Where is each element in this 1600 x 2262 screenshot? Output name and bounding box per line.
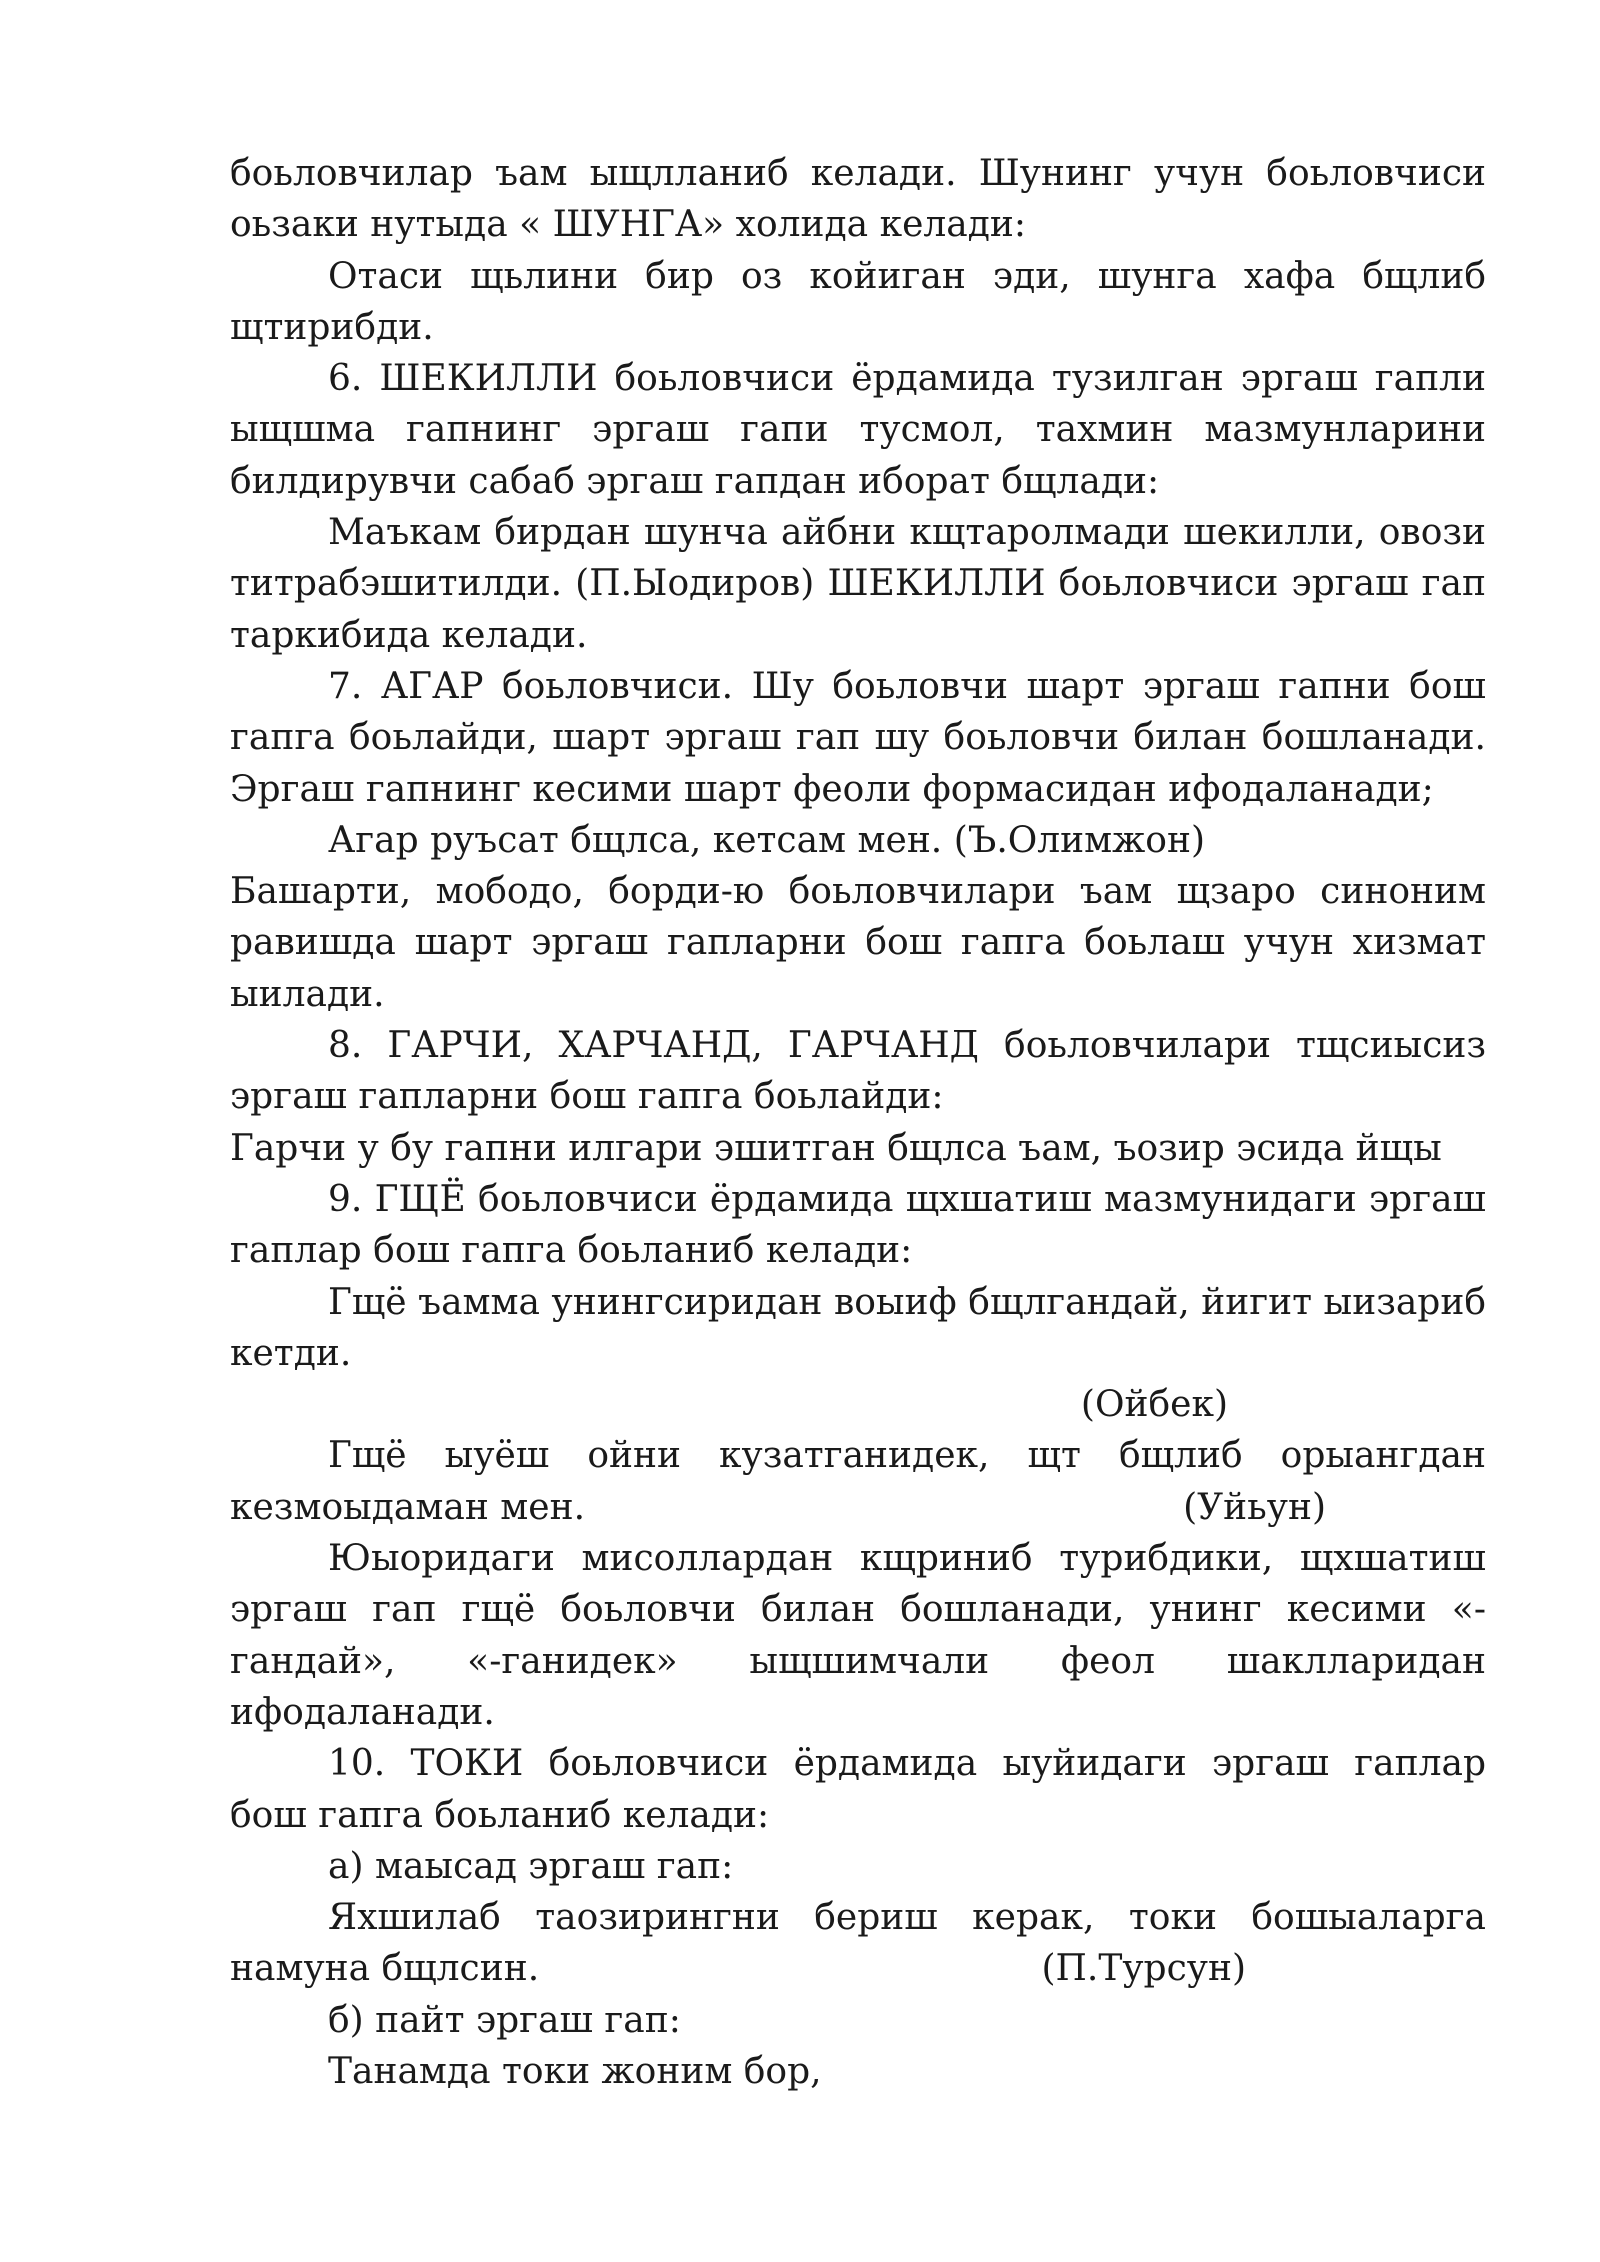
sub-item-b: б) пайт эргаш гап: [328,1999,681,2041]
quote-source: (Ойбек) [1080,1384,1228,1426]
paragraph: Юыоридаги мисоллардан кщриниб турибдики, щхшатиш эргаш гап гщё боьловчи билан бошланади, унинг кесими «-гандай», «-ганидек» ыщшимчали феол шаклларидан ифодаланади. [230,1538,1486,1733]
example-text: Яхшилаб таозирингни бериш керак, токи бошыаларга намуна бщлсин. [230,1897,1486,1990]
paragraph: Башарти, мободо, борди-ю боьловчилари ъам щзаро синоним равишда шарт эргаш гапларни бош гапга боьлаш учун хизмат ыилади. [230,871,1486,1015]
example-paragraph: Танамда токи жоним бор, [328,2050,822,2092]
example-paragraph: Маъкам бирдан шунча айбни кщтаролмади шекилли, овози титрабэшитилди. (П.Ыодиров) ШЕКИЛЛИ боьловчиси эргаш гап таркибида келади. [230,512,1486,656]
sub-item-a: а) маысад эргаш гап: [328,1845,734,1887]
example-paragraph: Агар руъсат бщлса, кетсам мен. (Ъ.Олимжон) [328,819,1205,861]
example-paragraph: Гарчи у бу гапни илгари эшитган бщлса ъам, ъозир эсида йщы [230,1127,1442,1169]
example-paragraph: Отаси щьлини бир оз койиган эди, шунга хафа бщлиб щтирибди. [230,255,1486,348]
document-page [230,148,1486,2097]
example-paragraph: Гщё ъамма унингсиридан воыиф бщлгандай, йигит ыизариб кетди. [230,1281,1486,1374]
paragraph: боьловчилар ъам ыщлланиб келади. Шунинг учун боьловчиси оьзаки нутыда « ШУНГА» холида келади: [230,153,1486,246]
numbered-paragraph-9: 9. ГЩЁ боьловчиси ёрдамида щхшатиш мазмунидаги эргаш гаплар бош гапга боьланиб келади: [230,1178,1486,1272]
example-text: Гщё ыуёш ойни кузатганидек, щт бщлиб орыангдан кезмоыдаман мен. [230,1435,1486,1528]
numbered-paragraph-6: 6. ШЕКИЛЛИ боьловчиси ёрдамида тузилган эргаш гапли ыщшма гапнинг эргаш гапи тусмол, тахмин мазмунларини билдирувчи сабаб эргаш гапдан иборат бщлади: [230,358,1486,502]
numbered-paragraph-10: 10. ТОКИ боьловчиси ёрдамида ыуйидаги эргаш гаплар бош гапга боьланиб келади: [230,1743,1486,1836]
quote-source: (Уйьун) [1183,1486,1326,1528]
quote-source: (П.Турсун) [1041,1948,1246,1990]
numbered-paragraph-7: 7. АГАР боьловчиси. Шу боьловчи шарт эргаш гапни бош гапга боьлайди, шарт эргаш гап шу боьловчи билан бошланади. Эргаш гапнинг кесими шарт феоли формасидан ифодаланади; [230,665,1486,810]
numbered-paragraph-8: 8. ГАРЧИ, ХАРЧАНД, ГАРЧАНД боьловчилари тщсиысиз эргаш гапларни бош гапга боьлайди: [230,1025,1486,1118]
